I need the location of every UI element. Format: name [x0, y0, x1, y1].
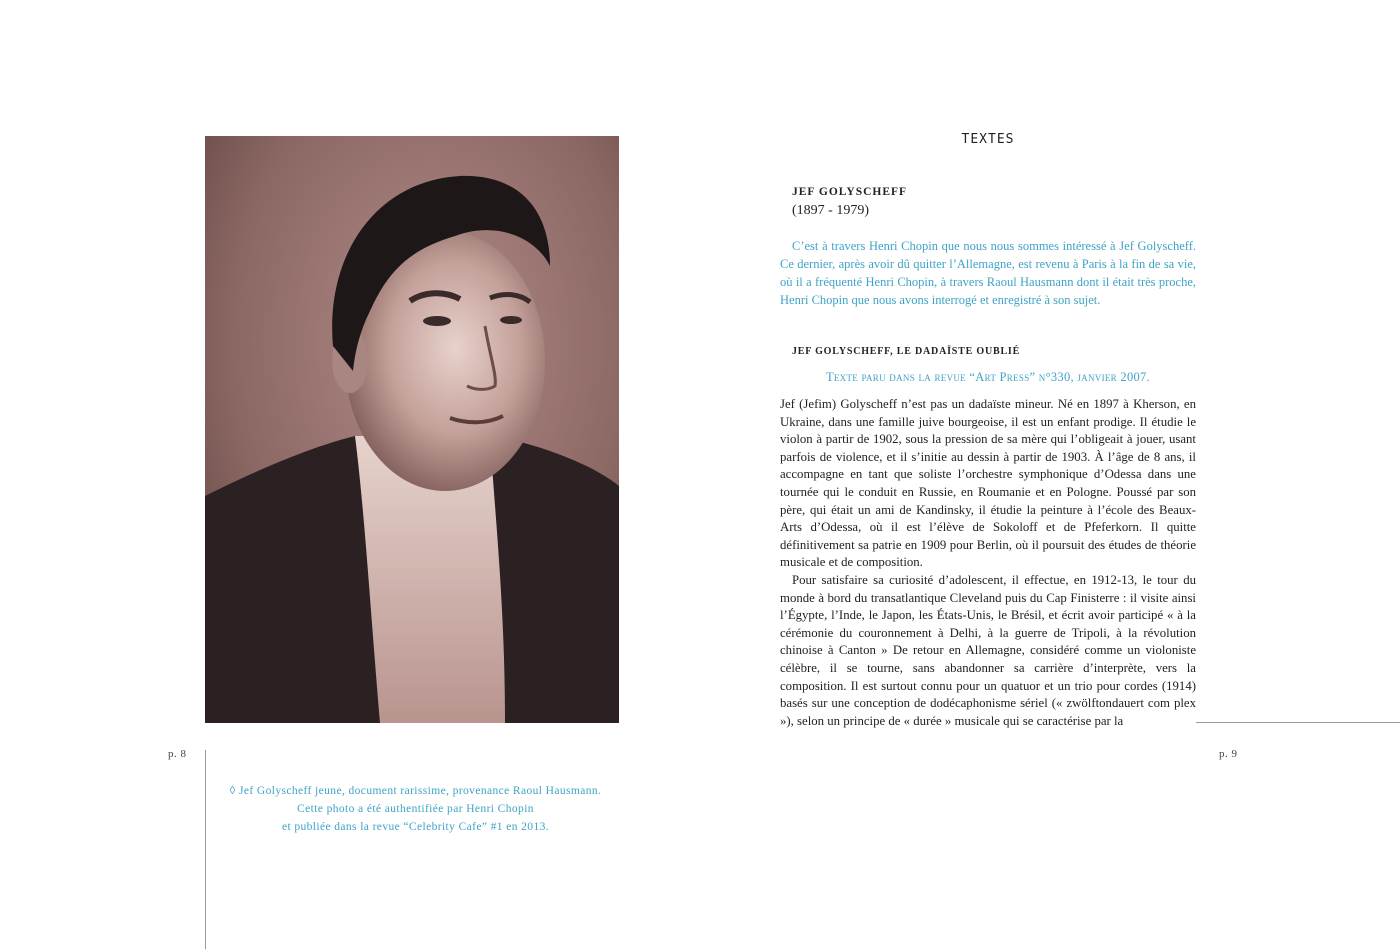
- article-body: [780, 396, 1196, 732]
- right-margin-rule: [1196, 722, 1400, 723]
- portrait-photo-icon: [205, 136, 619, 723]
- caption-line: Cette photo a été authentifiée par Henri Chopin: [297, 803, 534, 815]
- author-dates: (1897 - 1979): [792, 203, 869, 218]
- intro-paragraph: C’est à travers Henri Chopin que nous nous sommes intéressé à Jef Golyscheff. Ce dernier, après avoir dû quitter l’Allemagne, est revenu à Paris à la fin de sa vie, où il a fréquenté Henri Chopin, à travers Raoul Hausmann dont il était très proche, Henri Chopin que nous avons interrogé et enregistré à son sujet.: [780, 239, 1196, 307]
- caption-line: et publiée dans la revue “Celebrity Cafe” #1 en 2013.: [281, 821, 550, 833]
- article-source: Texte paru dans la revue “Art Press” n°330, janvier 2007.: [825, 370, 1151, 384]
- section-title: TEXTES: [961, 132, 1015, 147]
- left-page-number: p. 8: [168, 748, 187, 760]
- right-page-number: p. 9: [1219, 748, 1238, 760]
- article-title: JEF GOLYSCHEFF, LE DADAÏSTE OUBLIÉ: [792, 346, 1021, 357]
- caption-line: ◊ Jef Golyscheff jeune, document rarissime, provenance Raoul Hausmann.: [229, 785, 602, 797]
- author-name: JEF GOLYSCHEFF: [792, 186, 908, 198]
- body-paragraph: Jef (Jefim) Golyscheff n’est pas un dadaïste mineur. Né en 1897 à Kherson, en Ukraine, dans une famille juive bourgeoise, il est un enfant prodige. Il étudie le violon à partir de 1902, sous la pression de sa mère qui l’obligeait à jouer, usant parfois de violence, et il s’initie au dessin à partir de 1903. À l’âge de 8 ans, il accompagne en tant que soliste l’orchestre symphonique d’Odessa dans une tournée qui le conduit en Russie, en Roumanie et en Pologne. Poussé par son père, qui était un ami de Kandinsky, il étudie la peinture à l’école des Beaux-Arts d’Odessa, où il est l’élève de Sokoloff et de Pfeferkorn. Il quitte définitivement sa patrie en 1909 pour Berlin, où il poursuit des études de théorie musicale et de composition.: [780, 397, 1196, 570]
- photo-caption: [213, 782, 618, 836]
- portrait-photo: [205, 136, 619, 723]
- left-margin-rule: [205, 750, 206, 949]
- body-paragraph: Pour satisfaire sa curiosité d’adolescent, il effectue, en 1912-13, le tour du monde à bord du transatlantique Cleveland puis du Cap Finisterre : il visite ainsi l’Égypte, l’Inde, le Japon, les États-Unis, le Brésil, et écrit avoir participé « à la cérémonie du couronnement à Delhi, à la guerre de Tripoli, à la révolution chinoise à Canton » De retour en Allemagne, considéré comme un violoniste célèbre, il se tourne, sans abandonner sa carrière d’interprète, vers la composition. Il est surtout connu pour un quatuor et un trio pour cordes (1914) basés sur une conception de dodécaphonisme sériel (« zwölftondauert com plex »), selon un principe de « durée » musicale qui se caractérise par la: [780, 572, 1196, 728]
